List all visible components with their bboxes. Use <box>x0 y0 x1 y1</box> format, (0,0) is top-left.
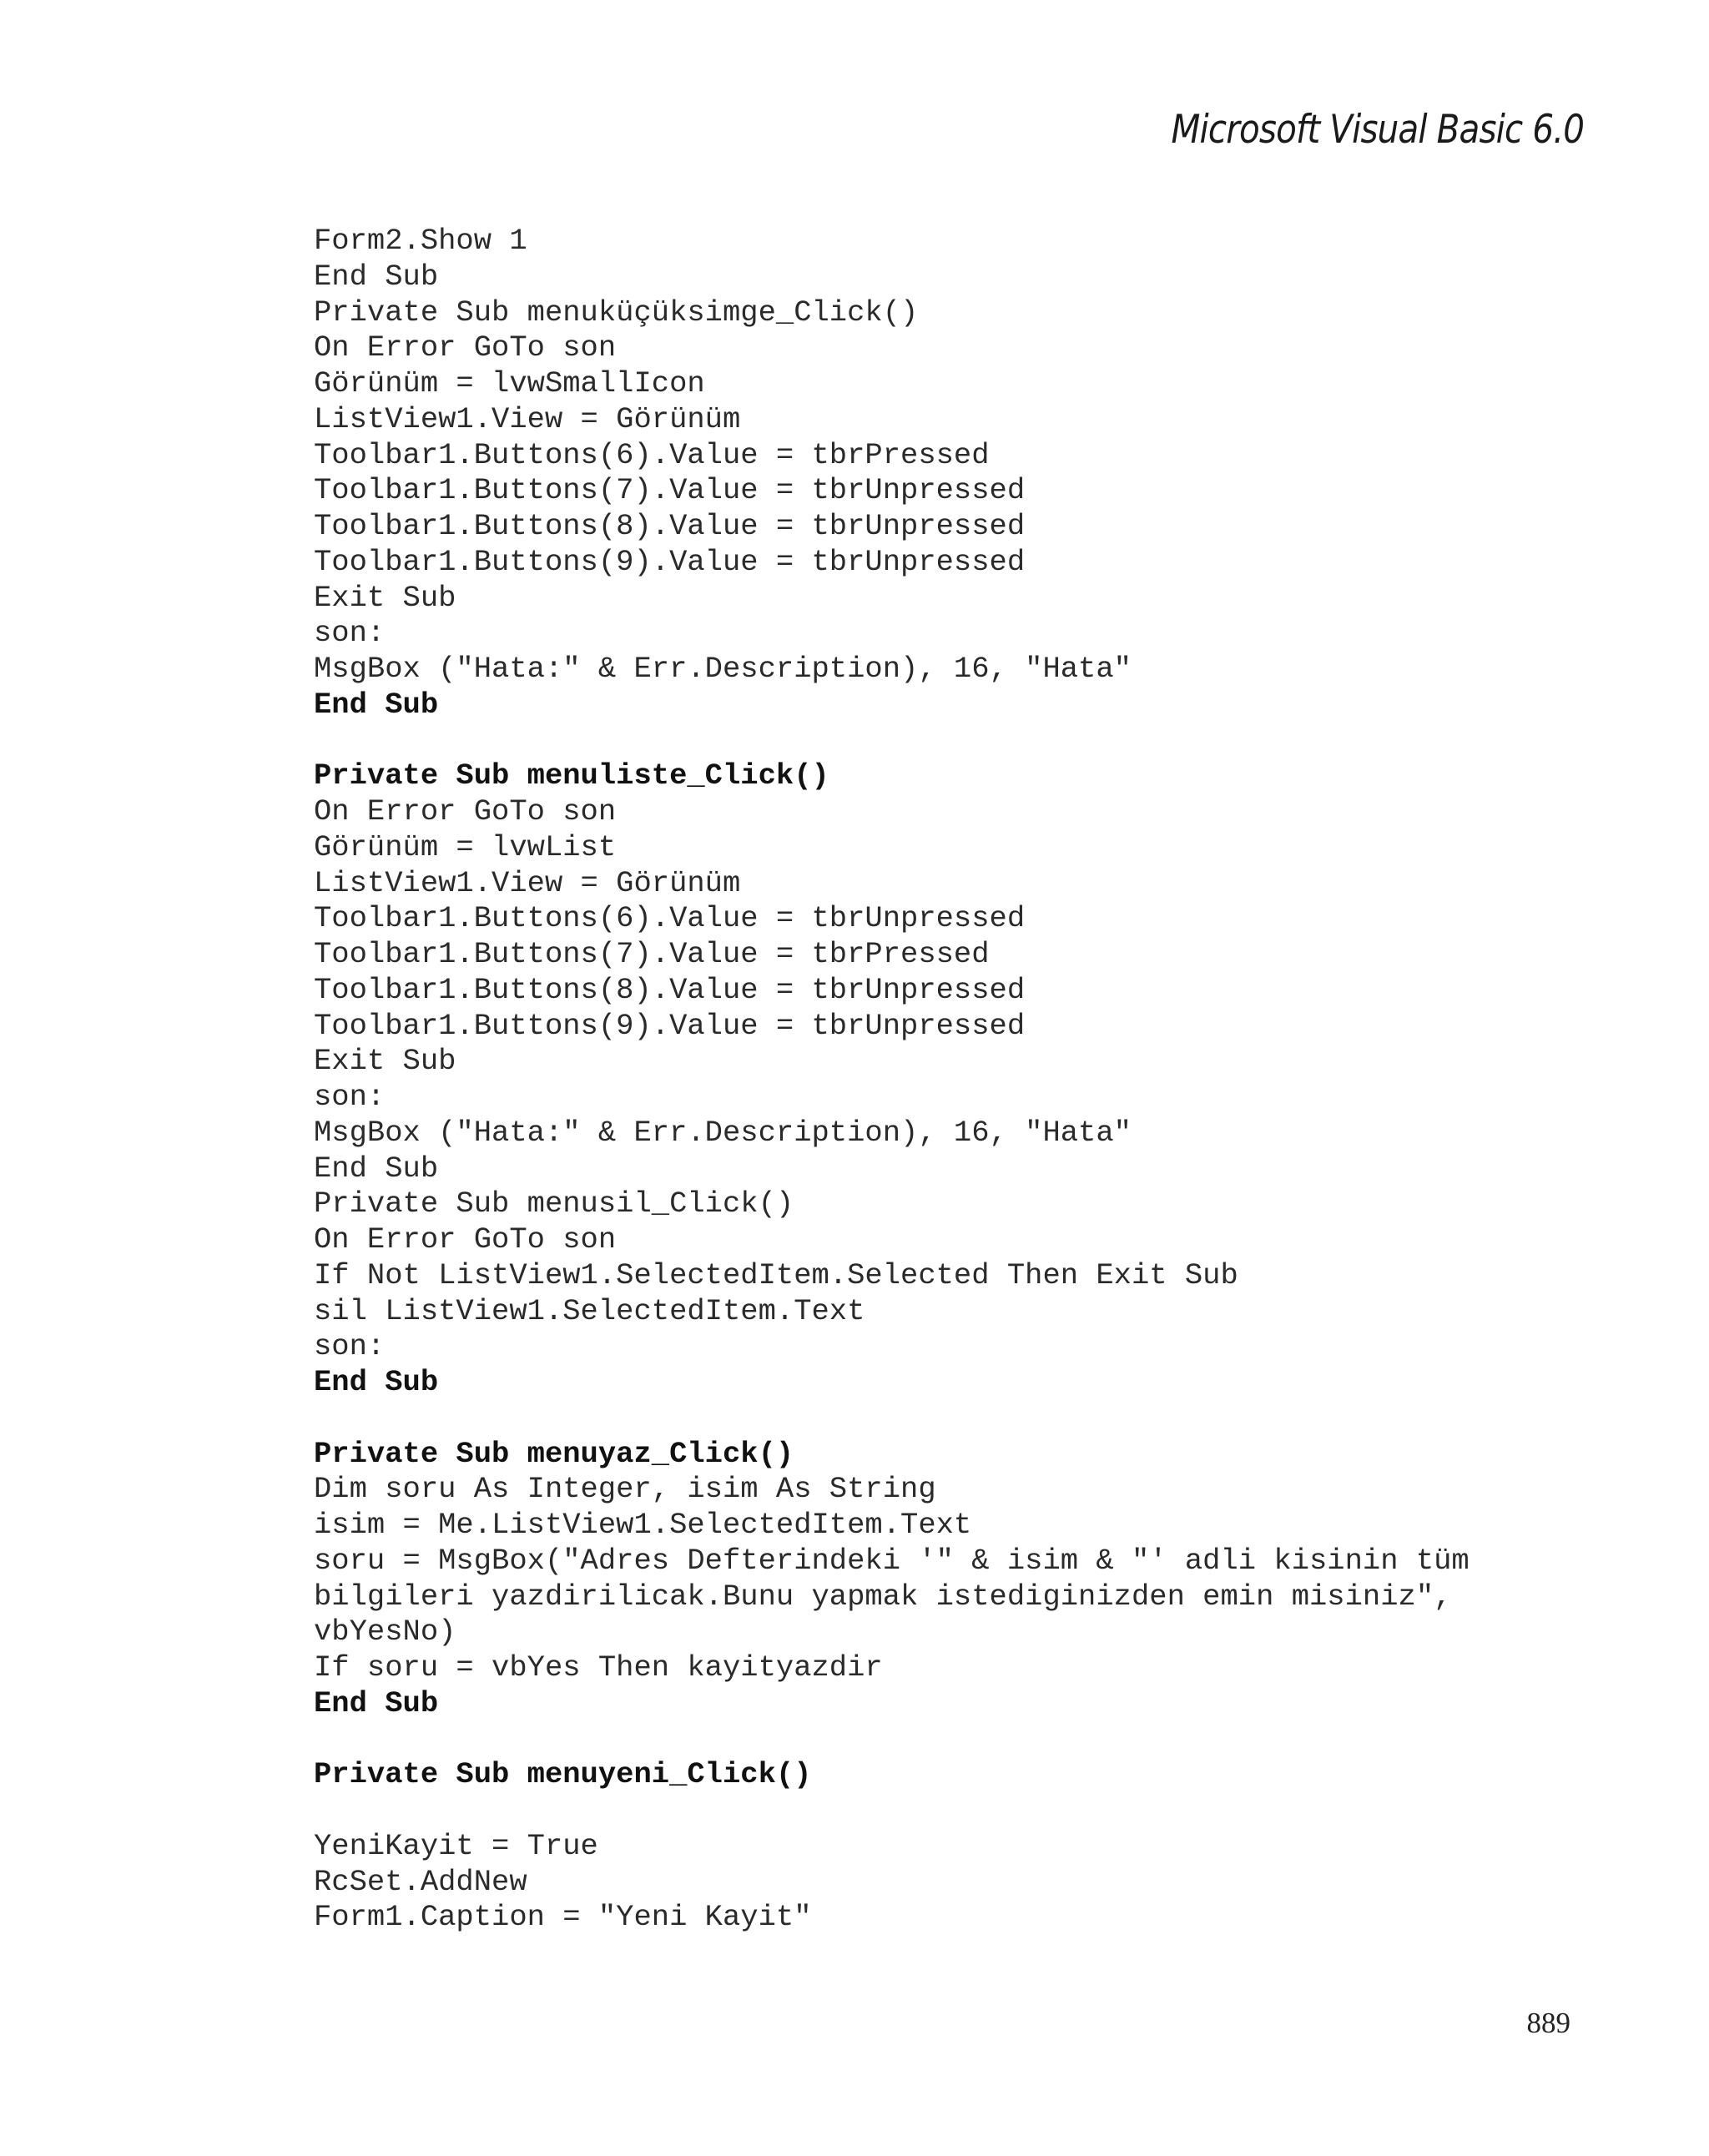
code-line: Toolbar1.Buttons(9).Value = tbrUnpressed <box>314 1008 1026 1043</box>
code-line: On Error GoTo son <box>314 1222 617 1257</box>
code-line: ListView1.View = Görünüm <box>314 865 741 900</box>
code-line: End Sub <box>314 1685 439 1720</box>
code-line: Toolbar1.Buttons(9).Value = tbrUnpressed <box>314 544 1026 579</box>
code-line: Dim soru As Integer, isim As String <box>314 1472 936 1507</box>
page-number: 889 <box>1526 2007 1570 2039</box>
code-line: Toolbar1.Buttons(7).Value = tbrPressed <box>314 937 990 971</box>
code-line: On Error GoTo son <box>314 794 617 829</box>
code-line: Private Sub menuküçüksimge_Click() <box>314 295 919 330</box>
code-line: End Sub <box>314 1365 439 1399</box>
code-line: Private Sub menuyeni_Click() <box>314 1757 812 1792</box>
code-blank-line <box>314 1401 1649 1437</box>
code-line: son: <box>314 616 386 651</box>
code-line: son: <box>314 1329 386 1364</box>
code-line: MsgBox ("Hata:" & Err.Description), 16, "Hata" <box>314 1115 1132 1150</box>
code-line: Exit Sub <box>314 580 456 615</box>
code-blank-line <box>314 723 1649 759</box>
code-listing <box>314 224 1649 1936</box>
code-line: sil ListView1.SelectedItem.Text <box>314 1293 865 1328</box>
code-line: Private Sub menusil_Click() <box>314 1186 794 1222</box>
code-line: vbYesNo) <box>314 1614 456 1650</box>
code-line: Toolbar1.Buttons(7).Value = tbrUnpressed <box>314 473 1026 508</box>
code-line: Toolbar1.Buttons(8).Value = tbrUnpressed <box>314 972 1026 1007</box>
code-line: Form1.Caption = "Yeni Kayit" <box>314 1900 812 1935</box>
code-line: Toolbar1.Buttons(6).Value = tbrPressed <box>314 437 990 472</box>
code-line: Form2.Show 1 <box>314 224 527 258</box>
code-line: YeniKayit = True <box>314 1828 598 1863</box>
code-line: Toolbar1.Buttons(8).Value = tbrUnpressed <box>314 509 1026 543</box>
code-line: isim = Me.ListView1.SelectedItem.Text <box>314 1508 972 1542</box>
code-line: Toolbar1.Buttons(6).Value = tbrUnpressed <box>314 901 1026 936</box>
code-line: End Sub <box>314 687 439 722</box>
running-header-title: Microsoft Visual Basic 6.0 <box>1171 107 1584 153</box>
code-line: If Not ListView1.SelectedItem.Selected Then Exit Sub <box>314 1257 1238 1292</box>
code-line: son: <box>314 1080 386 1114</box>
code-line: End Sub <box>314 1151 439 1186</box>
code-line: Exit Sub <box>314 1044 456 1079</box>
code-line: If soru = vbYes Then kayityazdir <box>314 1650 883 1685</box>
code-line: MsgBox ("Hata:" & Err.Description), 16, "Hata" <box>314 652 1132 686</box>
code-line: RcSet.AddNew <box>314 1864 527 1899</box>
code-line: End Sub <box>314 259 439 294</box>
code-line: Private Sub menuliste_Click() <box>314 758 829 793</box>
code-line: bilgileri yazdirilicak.Bunu yapmak istediginizden emin misiniz", <box>314 1579 1452 1614</box>
code-line: On Error GoTo son <box>314 330 617 365</box>
code-line: ListView1.View = Görünüm <box>314 401 741 436</box>
code-line: Görünüm = lvwList <box>314 829 617 864</box>
code-line: Görünüm = lvwSmallIcon <box>314 366 705 400</box>
code-blank-line <box>314 1793 1649 1829</box>
code-line: Private Sub menuyaz_Click() <box>314 1436 794 1471</box>
code-line: soru = MsgBox("Adres Defterindeki '" & isim & "' adli kisinin tüm <box>314 1543 1470 1578</box>
code-blank-line <box>314 1722 1649 1758</box>
